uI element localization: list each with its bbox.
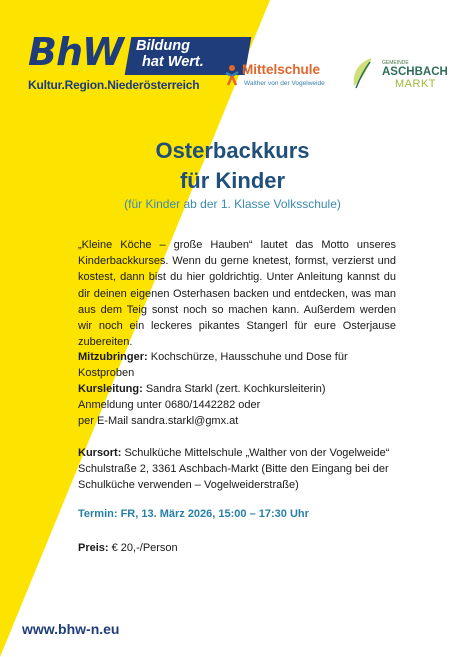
mittelschule-logo <box>224 60 344 92</box>
page-subtitle: (für Kinder ab der 1. Klasse Volksschule) <box>124 197 341 211</box>
anmeldung-line1: Anmeldung unter 0680/1442282 oder <box>78 399 261 412</box>
preis-paragraph <box>78 540 396 556</box>
bhw-logo-letters: BhW <box>28 30 123 74</box>
kursleitung-paragraph <box>78 381 396 430</box>
mittelschule-subtitle: Walther von der Vogelweide <box>244 80 325 87</box>
aschbach-gemeinde: GEMEINDE <box>382 60 409 66</box>
aschbach-markt: MARKT <box>395 78 436 90</box>
mitzubringer-label: Mitzubringer: <box>78 351 148 363</box>
website-link[interactable]: www.bhw-n.eu <box>22 621 120 637</box>
mittelschule-title: Mittelschule <box>242 62 321 77</box>
bhw-slogan: Bildung hat Wert. <box>136 38 204 70</box>
bhw-region: Kultur.Region.Niederösterreich <box>28 78 200 92</box>
preis-label: Preis: <box>78 542 109 554</box>
aschbach-name: ASCHBACH <box>382 66 448 78</box>
page-title-line1: Osterbackkurs <box>155 138 310 163</box>
kursort-text: Schulküche Mittelschule „Walther von der Vogelweide“ Schulstraße 2, 3361 Aschbach-Markt (Bitte den Eingang bei der Schulküche verwenden – Vogelweiderstraße) <box>78 447 390 492</box>
kursort-paragraph <box>78 445 396 494</box>
leaf-icon <box>350 56 378 90</box>
kursleitung-text: Sandra Starkl (zert. Kochkursleiterin) <box>142 383 326 395</box>
aschbach-logo <box>350 56 450 96</box>
intro-paragraph: „Kleine Köche – große Hauben“ lautet das Motto unseres Kinderbackkurses. Wenn du gerne knetest, formst, verzierst und kostest, dann bist du hier goldrichtig. Unter Anleitung kannst du dir deinen eigenen Osterhasen backen und entdecken, was man aus dem Teig sonst noch so machen kann. Außerdem werden wir noch ein leckeres pikantes Stangerl für eure Osterjause zubereiten. <box>78 239 396 349</box>
bhw-logo <box>28 32 223 90</box>
kursleitung-label: Kursleitung: <box>78 383 143 395</box>
mitzubringer-paragraph <box>78 349 396 381</box>
preis-text: € 20,-/Person <box>108 542 178 554</box>
anmeldung-line2: per E-Mail sandra.starkl@gmx.at <box>78 415 239 428</box>
person-icon <box>224 64 240 86</box>
mitzubringer-text: Kochschürze, Hausschuhe und Dose für Kostproben <box>78 351 348 380</box>
page-title-line2: für Kinder <box>179 168 286 193</box>
kursort-label: Kursort: <box>78 447 122 459</box>
termin-line: Termin: FR, 13. März 2026, 15:00 – 17:30 Uhr <box>78 508 309 520</box>
